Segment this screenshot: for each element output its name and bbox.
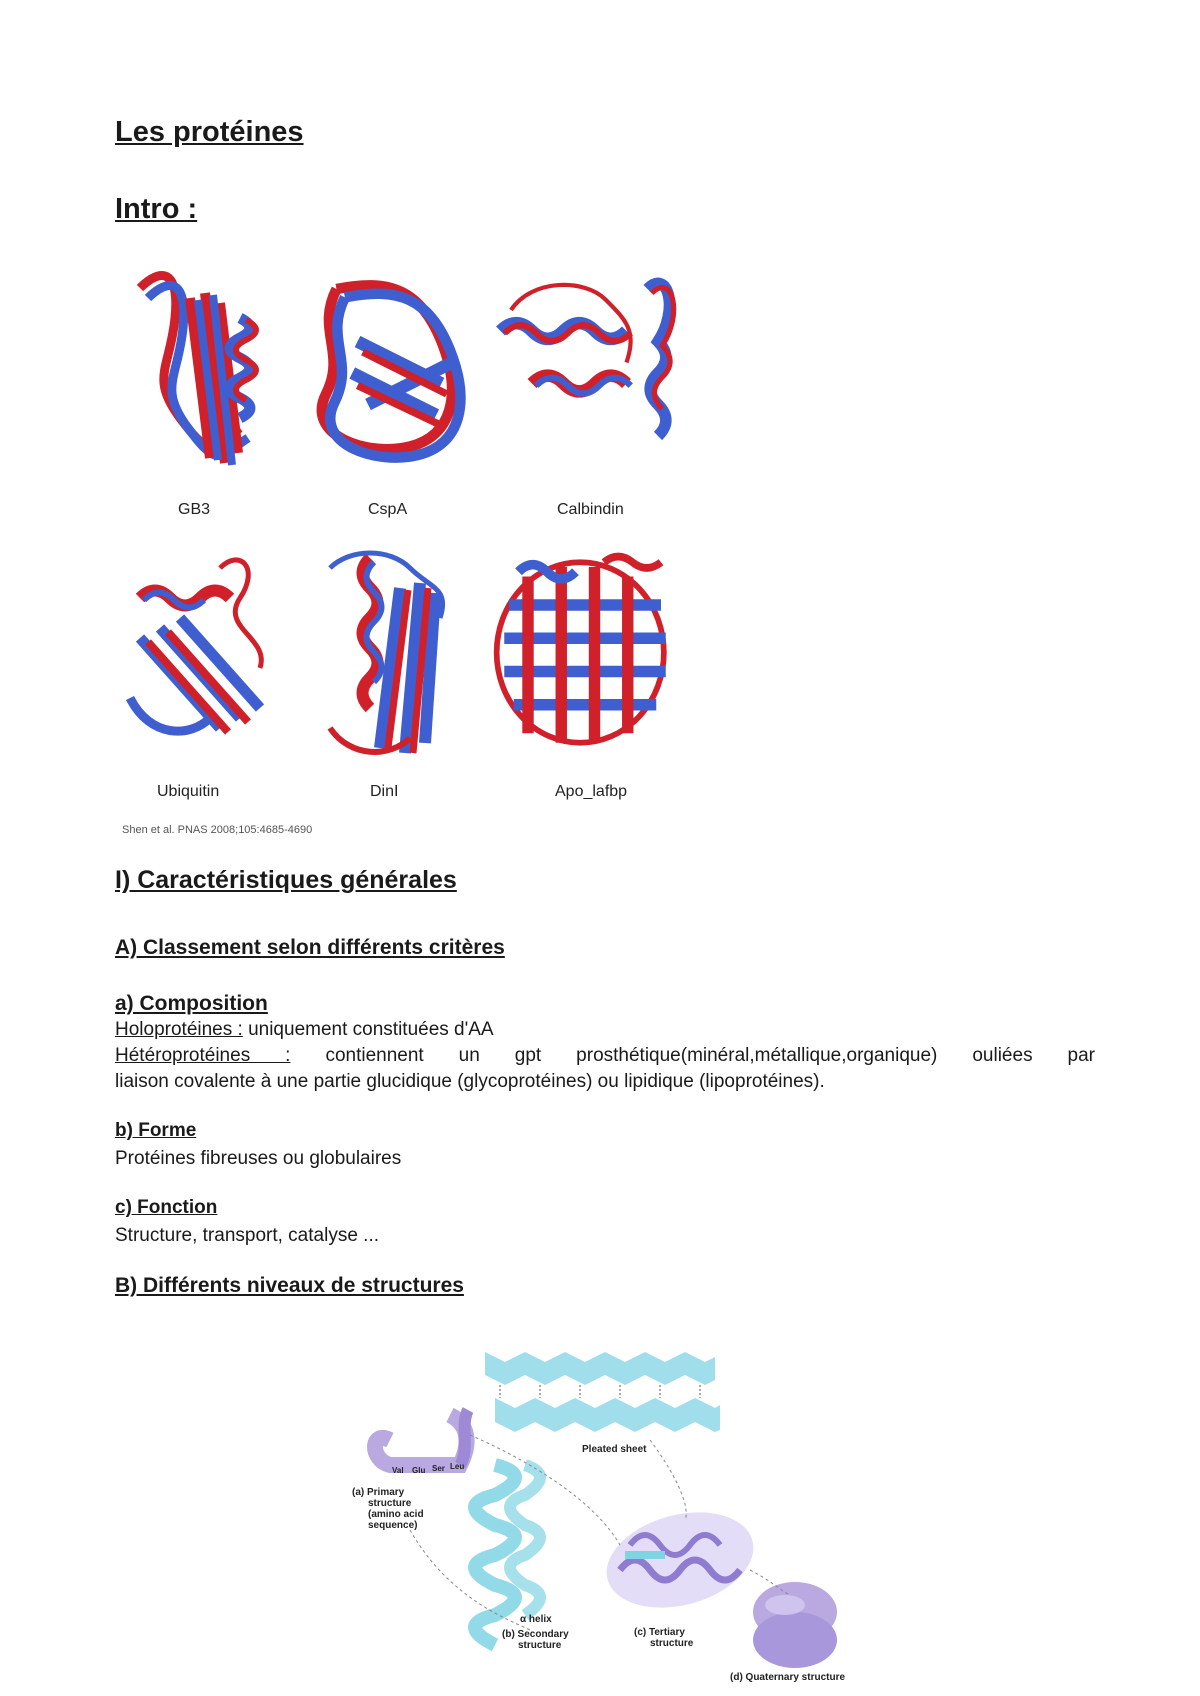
section-heading-1: I) Caractéristiques générales (115, 866, 457, 894)
forme-text: Protéines fibreuses ou globulaires (115, 1148, 402, 1169)
holoproteines-text: uniquement constituées d'AA (242, 1019, 494, 1040)
heading-composition: a) Composition (115, 992, 268, 1015)
label-primary-4: sequence) (368, 1520, 418, 1531)
structure-calbindin (501, 283, 674, 436)
subsection-heading-b: B) Différents niveaux de structures (115, 1274, 464, 1297)
heteroproteines-text-1: contiennent un gpt prosthétique(minéral,métallique,organique) ouliées par (325, 1045, 1096, 1066)
heading-fonction: c) Fonction (115, 1197, 218, 1218)
primary-structure-diagram (375, 1410, 468, 1465)
figure-citation: Shen et al. PNAS 2008;105:4685-4690 (122, 824, 313, 836)
label-primary-3: (amino acid (368, 1509, 424, 1520)
label-tertiary-2: structure (650, 1638, 694, 1649)
label-secondary-2: structure (518, 1640, 562, 1651)
label-ubiquitin: Ubiquitin (157, 783, 220, 800)
structure-ubiquitin (130, 560, 261, 732)
aa-glu: Glu (412, 1466, 426, 1475)
label-pleated-sheet: Pleated sheet (582, 1444, 647, 1455)
aa-val: Val (392, 1466, 404, 1475)
structure-dini (330, 553, 443, 753)
document-title: Les protéines (115, 116, 304, 148)
fonction-text: Structure, transport, catalyse ... (115, 1225, 379, 1246)
pleated-sheet-diagram (485, 1352, 720, 1432)
quaternary-structure-diagram (753, 1582, 837, 1668)
holoproteines-line (115, 1017, 1095, 1043)
structure-levels-figure (350, 1340, 880, 1685)
label-dini: DinI (370, 783, 399, 800)
structure-apo-lafbp (497, 557, 666, 743)
label-tertiary-1: (c) Tertiary (634, 1627, 685, 1638)
structure-gb3 (140, 276, 256, 465)
heteroproteines-term: Hétéroprotéines : (115, 1045, 291, 1066)
label-secondary-1: (b) Secondary (502, 1629, 569, 1640)
label-alpha-helix: α helix (520, 1614, 552, 1625)
label-cspa: CspA (368, 501, 408, 518)
heteroproteines-line-2: liaison covalente à une partie glucidique (glycoprotéines) ou lipidique (lipoprotéines). (115, 1071, 825, 1092)
protein-structures-figure (115, 258, 715, 840)
label-quaternary: (d) Quaternary structure (730, 1672, 846, 1683)
heteroproteines-line-1 (115, 1043, 1095, 1069)
holoproteines-term: Holoprotéines : (115, 1019, 243, 1040)
label-apo-lafbp: Apo_lafbp (555, 783, 628, 800)
structure-cspa (322, 285, 461, 457)
subsection-heading-a: A) Classement selon différents critères (115, 936, 505, 959)
label-primary-2: structure (368, 1498, 412, 1509)
tertiary-structure-diagram (596, 1497, 764, 1623)
intro-heading: Intro : (115, 193, 198, 225)
label-gb3: GB3 (178, 501, 211, 518)
aa-leu: Leu (450, 1462, 465, 1471)
label-calbindin: Calbindin (557, 501, 624, 518)
heading-forme: b) Forme (115, 1120, 197, 1141)
aa-ser: Ser (432, 1464, 445, 1473)
label-primary-1: (a) Primary (352, 1487, 405, 1498)
